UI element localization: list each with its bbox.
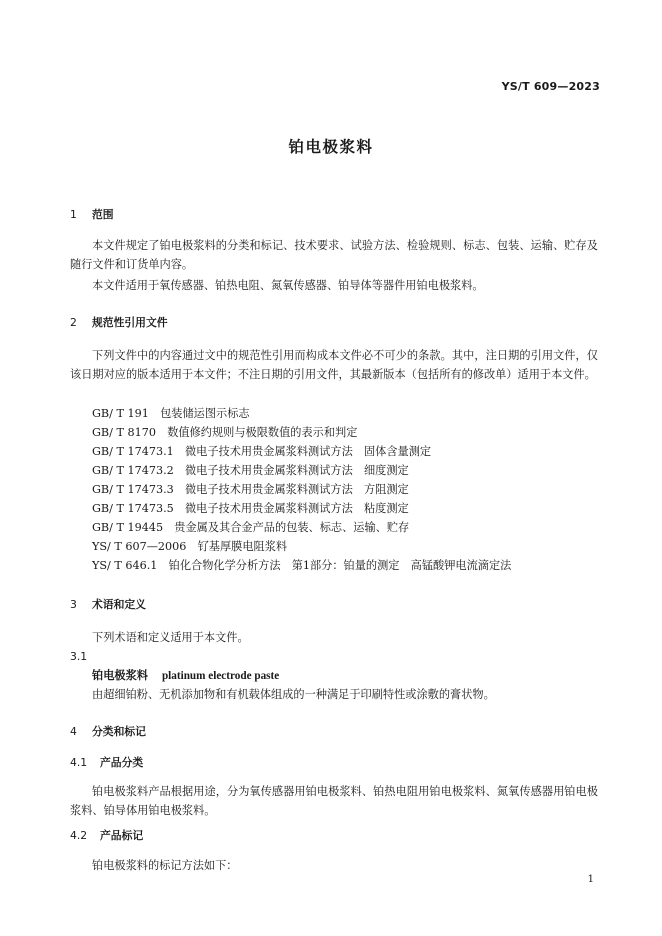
- reference-title: 铂化合物化学分析方法 第1部分：铂量的测定 高锰酸钾电流滴定法: [168, 559, 512, 572]
- subsection-number: 4.2: [70, 829, 88, 842]
- reference-item: [92, 480, 409, 499]
- subsection-number: 4.1: [70, 756, 88, 769]
- term-name-en: platinum electrode paste: [161, 670, 280, 682]
- section-number: 1: [70, 208, 77, 221]
- reference-item: [92, 404, 250, 423]
- page-title: 铂电极浆料: [288, 138, 374, 156]
- paragraph: 下列文件中的内容通过文中的规范性引用而构成本文件必不可少的条款。其中，注日期的引用文件，仅该日期对应的版本适用于本文件；不注日期的引用文件，其最新版本（包括所有的修改单）适用于本文件。: [70, 349, 598, 381]
- reference-title: 微电子技术用贵金属浆料测试方法 方阻测定: [184, 483, 409, 496]
- reference-code: GB/ T 17473.3: [92, 483, 174, 496]
- reference-title: 钌基厚膜电阻浆料: [197, 540, 288, 553]
- paragraph: 铂电极浆料的标记方法如下：: [92, 859, 238, 872]
- section-heading-3: [70, 595, 146, 614]
- term-name: [92, 666, 279, 686]
- reference-code: YS/ T 607—2006: [92, 540, 187, 553]
- subsection-heading-4-1: [70, 753, 143, 772]
- subsection-title: 产品标记: [100, 829, 144, 842]
- reference-code: GB/ T 191: [92, 407, 149, 420]
- reference-title: 微电子技术用贵金属浆料测试方法 粘度测定: [184, 502, 409, 515]
- reference-code: GB/ T 19445: [92, 521, 164, 534]
- reference-item: [92, 537, 287, 556]
- reference-title: 微电子技术用贵金属浆料测试方法 细度测定: [184, 464, 409, 477]
- section-title: 范围: [92, 208, 114, 221]
- reference-title: 包装储运图示标志: [160, 407, 250, 420]
- section-title: 规范性引用文件: [92, 316, 168, 329]
- section-number: 4: [70, 725, 77, 738]
- reference-code: GB/ T 17473.2: [92, 464, 174, 477]
- reference-item: [92, 423, 357, 442]
- term-number: 3.1: [70, 650, 88, 663]
- reference-item: [92, 442, 431, 461]
- section-title: 分类和标记: [92, 725, 146, 738]
- reference-title: 数值修约规则与极限数值的表示和判定: [167, 426, 358, 439]
- section-heading-4: [70, 722, 146, 741]
- section-number: 3: [70, 598, 77, 611]
- section-heading-2: [70, 313, 168, 332]
- section-title: 术语和定义: [92, 598, 146, 611]
- reference-code: GB/ T 17473.1: [92, 445, 174, 458]
- reference-title: 微电子技术用贵金属浆料测试方法 固体含量测定: [184, 445, 432, 458]
- reference-title: 贵金属及其合金产品的包装、标志、运输、贮存: [174, 521, 410, 534]
- reference-code: GB/ T 17473.5: [92, 502, 174, 515]
- term-definition: 由超细铂粉、无机添加物和有机载体组成的一种满足于印刷特性或涂敷的膏状物。: [92, 688, 495, 701]
- term-name-cn: 铂电极浆料: [92, 668, 148, 682]
- paragraph: 本文件适用于氧传感器、铂热电阻、氮氧传感器、铂导体等器件用铂电极浆料。: [92, 279, 484, 292]
- paragraph: 铂电极浆料产品根据用途，分为氧传感器用铂电极浆料、铂热电阻用铂电极浆料、氮氧传感器用铂电极浆料、铂导体用铂电极浆料。: [70, 785, 598, 817]
- reference-item: [92, 518, 409, 537]
- reference-code: GB/ T 8170: [92, 426, 156, 439]
- paragraph: 本文件规定了铂电极浆料的分类和标记、技术要求、试验方法、检验规则、标志、包装、运输、贮存及随行文件和订货单内容。: [70, 239, 598, 271]
- reference-item: [92, 556, 511, 575]
- page-number: 1: [587, 874, 594, 885]
- standard-code: YS/T 609—2023: [501, 80, 600, 93]
- paragraph: 下列术语和定义适用于本文件。: [92, 631, 249, 644]
- reference-item: [92, 499, 409, 518]
- subsection-title: 产品分类: [100, 756, 144, 769]
- subsection-heading-4-2: [70, 826, 143, 845]
- section-heading-1: [70, 205, 114, 224]
- reference-code: YS/ T 646.1: [92, 559, 158, 572]
- section-number: 2: [70, 316, 77, 329]
- reference-item: [92, 461, 409, 480]
